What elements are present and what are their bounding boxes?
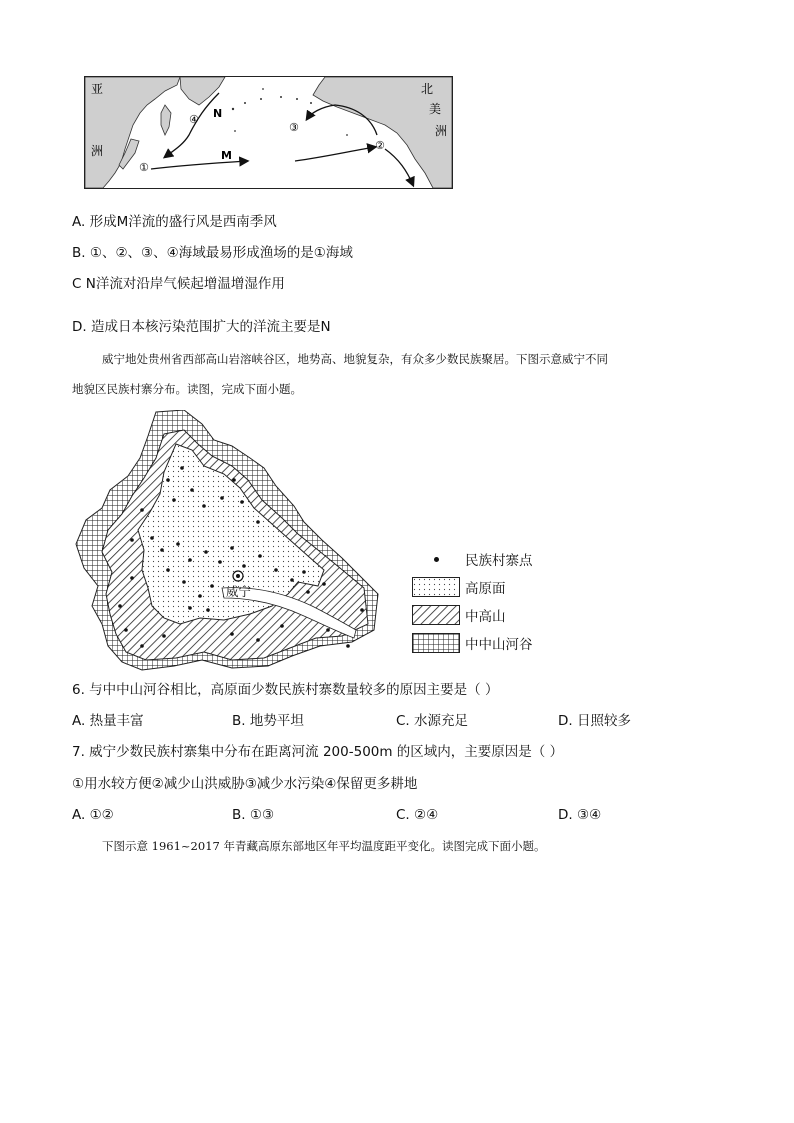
intro1-line2: 地貌区民族村寨分布。读图，完成下面小题。: [72, 382, 302, 396]
prev-option-c: C N洋流对沿岸气候起增温增湿作用: [72, 276, 285, 292]
label-na-1: 北: [421, 82, 434, 96]
legend-valley: [412, 632, 533, 654]
prev-option-d: D. 造成日本核污染范围扩大的洋流主要是N: [72, 319, 331, 335]
midhigh-swatch-icon: [412, 605, 460, 625]
pacific-current-map: [84, 76, 453, 189]
legend-valley-label: 中中山河谷: [465, 637, 533, 653]
q6-stem: 6. 与中中山河谷相比，高原面少数民族村寨数量较多的原因主要是（ ）: [72, 682, 499, 698]
city-label: 威宁: [226, 584, 252, 599]
q6-option-a: A. 热量丰富: [72, 713, 144, 729]
weining-city-marker: [233, 571, 243, 581]
marker-4: ④: [189, 113, 199, 126]
q6-option-b: B. 地势平坦: [232, 713, 304, 729]
prev-option-b: B. ①、②、③、④海域最易形成渔场的是①海域: [72, 245, 353, 261]
village-dot-icon: [412, 549, 460, 569]
q7-items: ①用水较方便②减少山洪威胁③减少水污染④保留更多耕地: [72, 776, 418, 792]
q7-option-a: A. ①②: [72, 807, 114, 823]
legend-village: [412, 548, 533, 570]
marker-3: ③: [289, 121, 299, 134]
marker-1: ①: [139, 161, 149, 174]
q7-option-b: B. ①③: [232, 807, 275, 823]
q6-option-d: D. 日照较多: [558, 713, 631, 729]
label-asia-1: 亚: [91, 82, 104, 96]
label-na-2: 美: [429, 102, 442, 116]
current-M: [151, 161, 247, 169]
label-na-3: 洲: [435, 124, 448, 138]
pacific-current-map-svg: [85, 77, 452, 188]
legend-plateau: [412, 576, 506, 598]
intro2-line1: 下图示意 1961~2017 年青藏高原东部地区年平均温度距平变化。读图完成下面小题。: [102, 839, 546, 853]
q7-option-d: D. ③④: [558, 807, 602, 823]
kamchatka-landmass: [180, 77, 225, 105]
label-current-M: M: [221, 149, 232, 162]
japan-landmass: [161, 105, 171, 135]
current-california: [385, 149, 413, 185]
valley-swatch-icon: [412, 633, 460, 653]
label-current-N: N: [213, 107, 223, 120]
intro1-line1: 威宁地处贵州省西部高山岩溶峡谷区，地势高、地貌复杂，有众多少数民族聚居。下图示意威宁不同: [102, 352, 608, 366]
legend-village-label: 民族村寨点: [465, 553, 533, 569]
legend-midhigh-label: 中高山: [465, 609, 506, 625]
q6-option-c: C. 水源充足: [396, 713, 469, 729]
label-asia-2: 洲: [91, 144, 104, 158]
legend-plateau-label: 高原面: [465, 581, 506, 597]
prev-option-a: A. 形成M洋流的盛行风是西南季风: [72, 214, 277, 230]
q7-option-c: C. ②④: [396, 807, 439, 823]
q7-stem: 7. 威宁少数民族村寨集中分布在距离河流 200-500m 的区域内，主要原因是（ ）: [72, 744, 564, 760]
marker-2: ②: [375, 139, 385, 152]
plateau-swatch-icon: [412, 577, 460, 597]
legend-midhigh: [412, 604, 506, 626]
weining-landform-map: [72, 410, 382, 672]
weining-landform-map-svg: [72, 410, 382, 672]
current-NPD: [295, 147, 375, 161]
